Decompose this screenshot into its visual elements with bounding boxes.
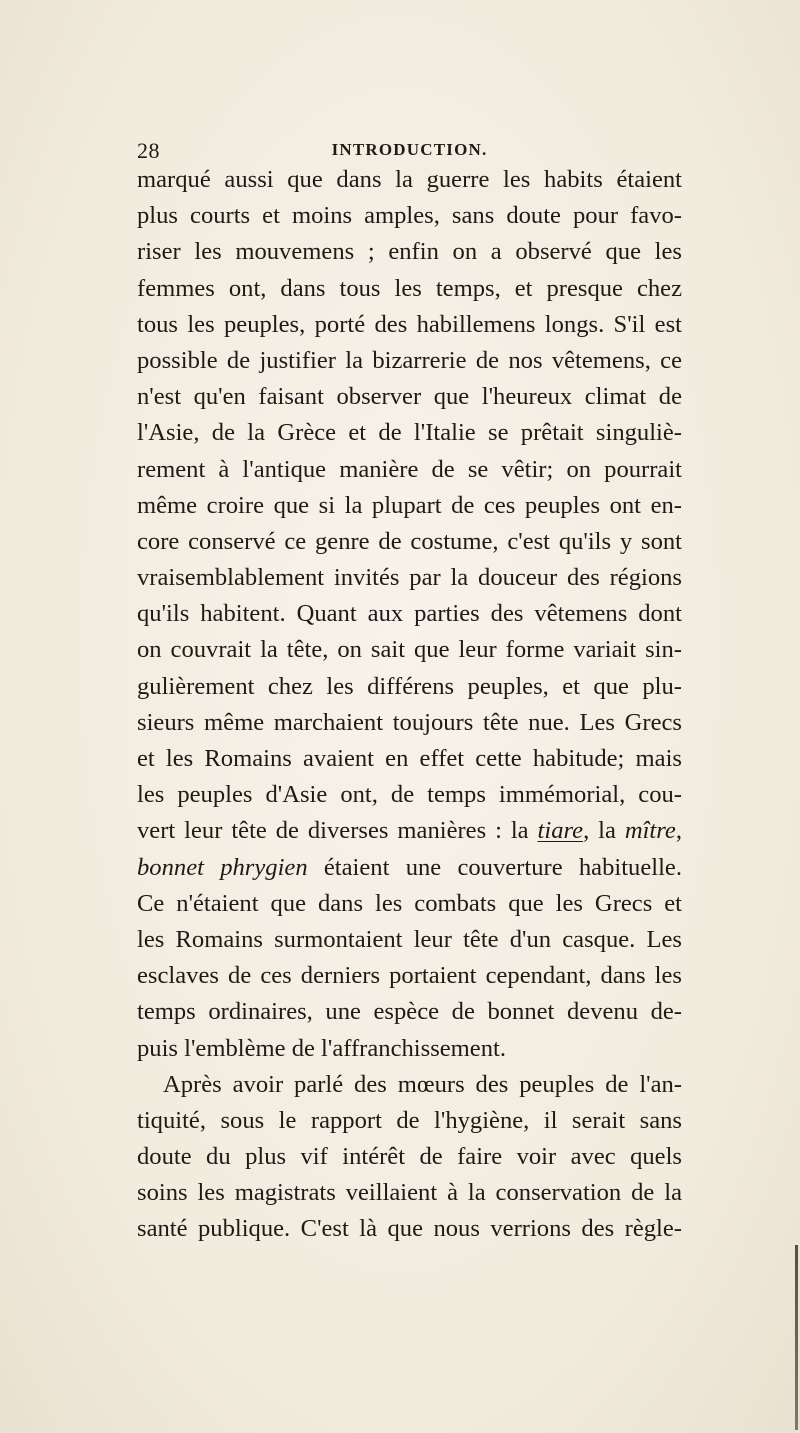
paragraph-end-line: puis l'emblème de l'affranchissement.	[137, 1034, 507, 1062]
text-line: qu'ils habitent. Quant aux parties des vêtemens dont	[137, 600, 682, 628]
term-tiare: tiare	[537, 817, 584, 845]
line-text: , la	[583, 817, 625, 845]
text-line: rement à l'antique manière de se vêtir; on pourrait	[137, 455, 682, 483]
text-line: les peuples d'Asie ont, de temps immémorial, cou-	[137, 781, 682, 809]
text-line: l'Asie, de la Grèce et de l'Italie se prêtait singuliè-	[137, 419, 682, 447]
text-line: tous les peuples, porté des habillemens longs. S'il est	[137, 310, 682, 338]
text-line: les Romains surmontaient leur tête d'un casque. Les	[137, 925, 682, 953]
text-line: et les Romains avaient en effet cette habitude; mais	[137, 745, 682, 772]
body-text	[137, 162, 682, 1248]
text-line: gulièrement chez les différens peuples, et que plu-	[137, 672, 682, 700]
text-line: on couvrait la tête, on sait que leur forme variait sin-	[137, 636, 682, 664]
text-line: doute du plus vif intérêt de faire voir avec quels	[137, 1143, 682, 1171]
page-edge-shadow	[795, 1245, 798, 1430]
paragraph-start-line: Après avoir parlé des mœurs des peuples de l'an-	[163, 1070, 682, 1098]
text-line: soins les magistrats veillaient à la conservation de la	[137, 1179, 682, 1207]
text-line: core conservé ce genre de costume, c'est qu'ils y sont	[137, 527, 682, 555]
text-line: temps ordinaires, une espèce de bonnet devenu de-	[137, 998, 682, 1026]
text-line-bonnet	[137, 850, 682, 886]
term-mitre: mître	[624, 817, 676, 845]
page-number: 28	[137, 138, 160, 163]
text-line: sieurs même marchaient toujours tête nue. Les Grecs	[137, 708, 682, 736]
text-line: esclaves de ces derniers portaient cependant, dans les	[137, 962, 682, 990]
line-text: vert leur tête de diverses manières : la	[137, 817, 538, 845]
text-line: possible de justifier la bizarrerie de nos vêtemens, ce	[137, 346, 682, 374]
line-text: ,	[675, 817, 682, 845]
text-line-headwear	[137, 813, 682, 849]
text-line: n'est qu'en faisant observer que l'heureux climat de	[137, 383, 682, 411]
term-bonnet-phrygien: bonnet phrygien	[137, 853, 308, 881]
text-line: plus courts et moins amples, sans doute pour favo-	[137, 202, 682, 230]
text-line: même croire que si la plupart de ces peuples ont en-	[137, 491, 682, 519]
text-line: tiquité, sous le rapport de l'hygiène, il serait sans	[137, 1106, 682, 1134]
line-text: étaient une couverture habituelle.	[307, 853, 682, 881]
text-line: santé publique. C'est là que nous verrions des règle-	[137, 1215, 682, 1243]
text-line: marqué aussi que dans la guerre les habits étaient	[137, 166, 682, 193]
text-line: Ce n'étaient que dans les combats que les Grecs et	[137, 889, 682, 917]
text-line: femmes ont, dans tous les temps, et presque chez	[137, 274, 682, 302]
running-head: INTRODUCTION.	[331, 140, 488, 159]
text-line: riser les mouvemens ; enfin on a observé que les	[137, 238, 682, 266]
text-line: vraisemblablement invités par la douceur des régions	[137, 564, 682, 592]
